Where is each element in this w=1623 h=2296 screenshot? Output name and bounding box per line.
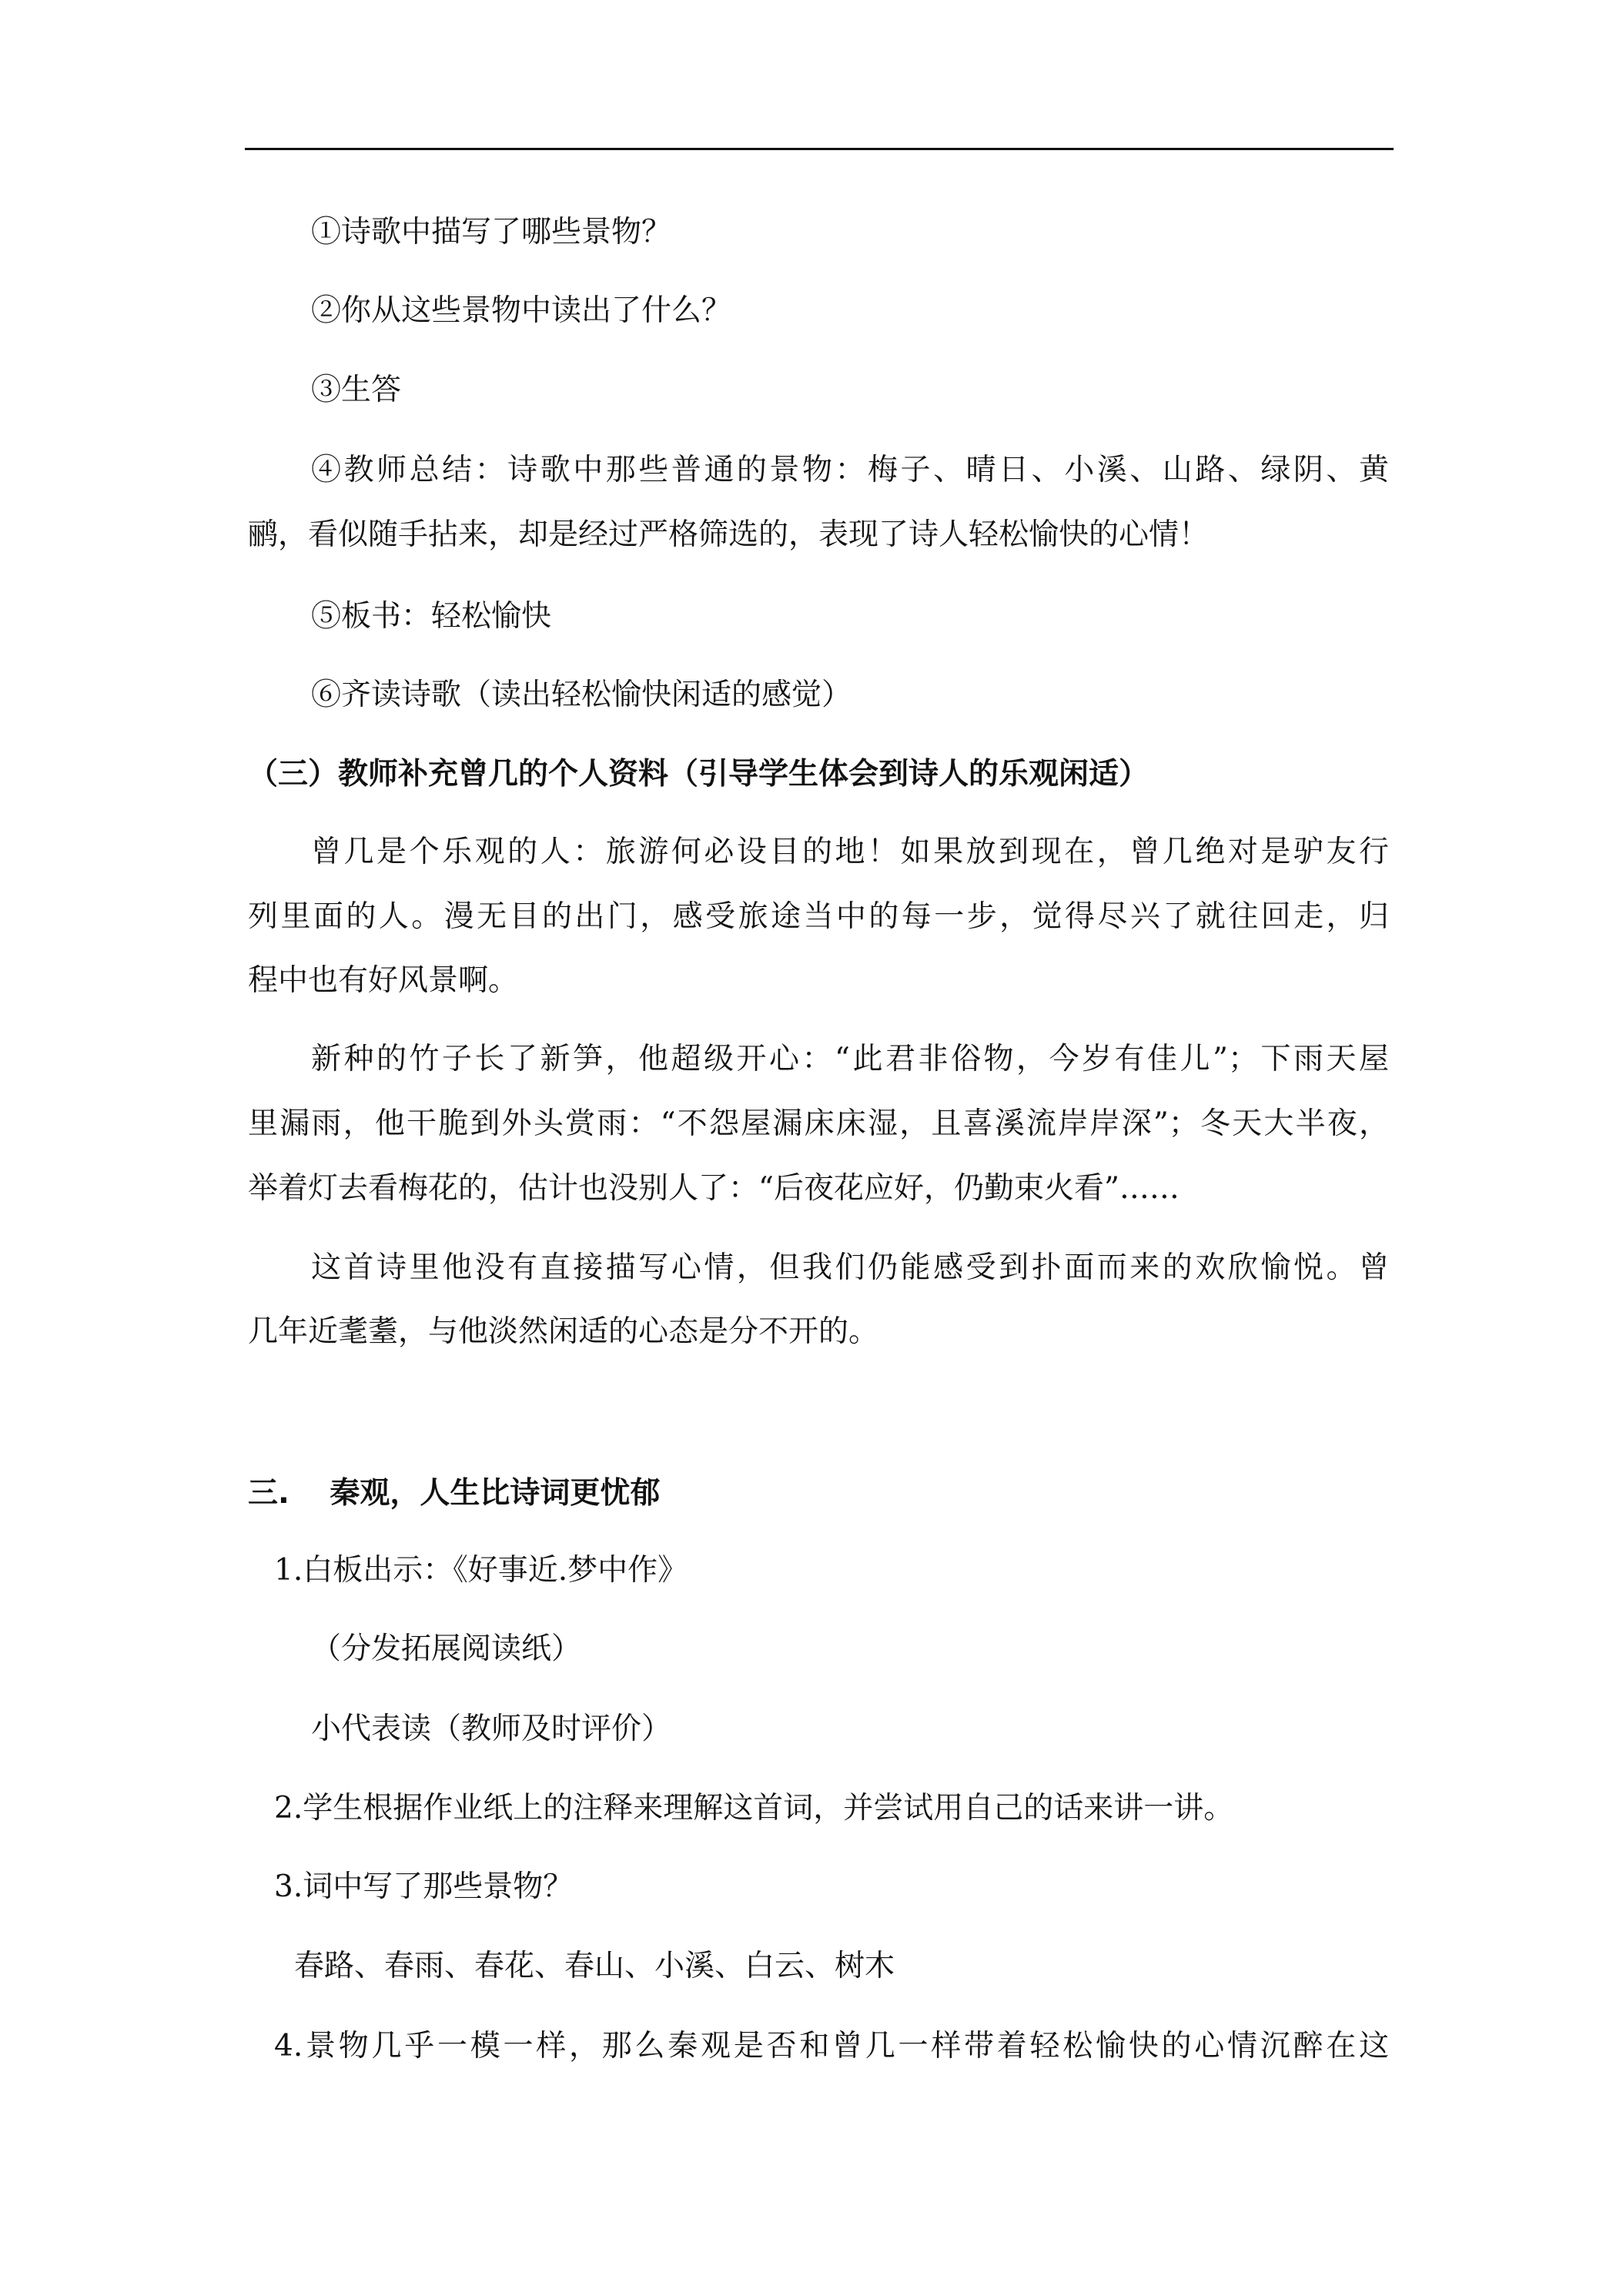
item-3: 3.词中写了那些景物？ [274,1869,574,1904]
header-rule [245,148,1394,150]
paragraph-3-line-2: 几年近耄耋，与他淡然闲适的心态是分不开的。 [248,1314,879,1349]
section-heading-qinguan: 三. 秦观，人生比诗词更忧郁 [248,1476,661,1511]
item-1-note: （分发拓展阅读纸） [311,1632,582,1666]
paragraph-1-line-1: 曾几是个乐观的人：旅游何必设目的地！如果放到现在，曾几绝对是驴友行 [311,835,1389,869]
question-6: ⑥齐读诗歌（读出轻松愉快闲适的感觉） [311,678,852,712]
paragraph-2-line-3: 举着灯去看梅花的，估计也没别人了：“后夜花应好，仍勤束火看”…… [248,1171,1180,1206]
teacher-summary-line-2: 鹂，看似随手拈来，却是经过严格筛选的，表现了诗人轻松愉快的心情！ [248,517,1210,552]
question-1: ①诗歌中描写了哪些景物？ [311,215,672,249]
paragraph-2-line-2: 里漏雨，他干脆到外头赏雨：“不怨屋漏床床湿，且喜溪流岸岸深”；冬天大半夜， [248,1106,1389,1141]
paragraph-3-line-1: 这首诗里他没有直接描写心情，但我们仍能感受到扑面而来的欢欣愉悦。曾 [311,1250,1389,1285]
teacher-summary-line-1: ④教师总结：诗歌中那些普通的景物：梅子、晴日、小溪、山路、绿阴、黄 [311,453,1389,487]
paragraph-1-line-3: 程中也有好风景啊。 [248,963,519,998]
question-3: ③生答 [311,373,402,407]
section-heading-3: （三）教师补充曾几的个人资料（引导学生体会到诗人的乐观闲适） [248,757,1149,792]
item-1: 1.白板出示：《好事近.梦中作》 [274,1553,688,1588]
item-4: 4.景物几乎一模一样，那么秦观是否和曾几一样带着轻松愉快的心情沉醉在这 [274,2029,1389,2063]
paragraph-1-line-2: 列里面的人。漫无目的出门，感受旅途当中的每一步，觉得尽兴了就往回走，归 [248,899,1389,934]
item-3-answer: 春路、春雨、春花、春山、小溪、白云、树木 [294,1949,895,1983]
item-2: 2.学生根据作业纸上的注释来理解这首词，并尝试用自己的话来讲一讲。 [274,1791,1234,1826]
item-1-reading: 小代表读（教师及时评价） [311,1712,672,1746]
question-5: ⑤板书：轻松愉快 [311,599,552,634]
question-2: ②你从这些景物中读出了什么？ [311,293,732,328]
paragraph-2-line-1: 新种的竹子长了新笋，他超级开心：“此君非俗物，今岁有佳儿”；下雨天屋 [311,1042,1389,1076]
